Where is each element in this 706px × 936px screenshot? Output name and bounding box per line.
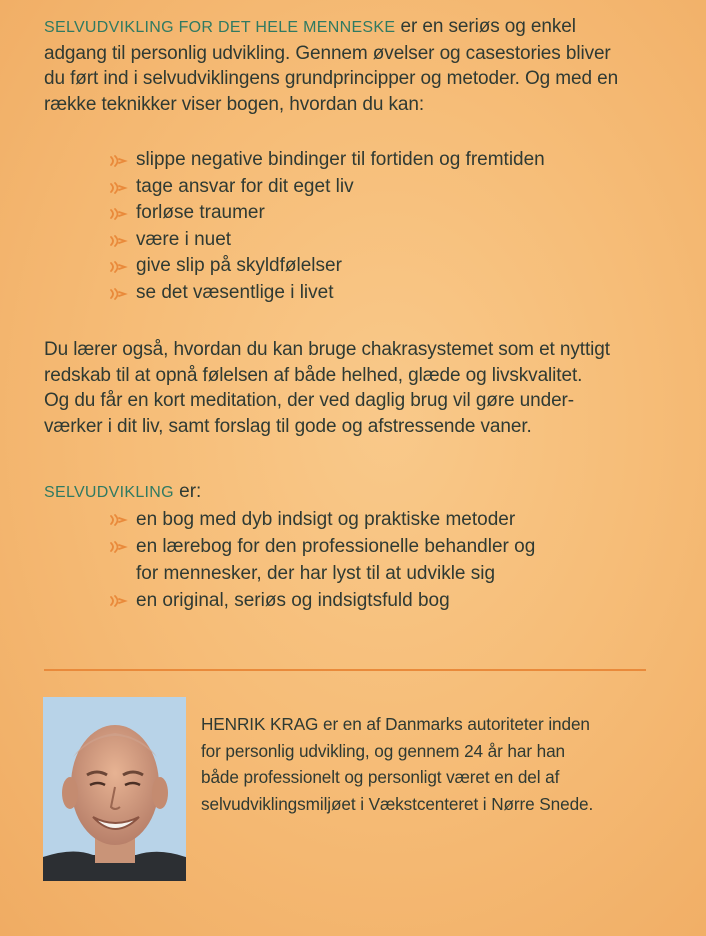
bio-line: både professionelt og personligt været en del af (201, 767, 560, 787)
summary-label (44, 481, 201, 503)
list-item-text: give slip på skyldfølelser (136, 255, 342, 276)
orange-arrow-icon (108, 506, 132, 532)
orange-arrow-icon (108, 280, 132, 306)
list-item-text: forløse traumer (136, 202, 265, 223)
paragraph-line: Du lærer også, hvordan du kan bruge chakrasystemet som et nyttigt (44, 339, 610, 360)
orange-arrow-icon (108, 253, 132, 279)
list-item-text: være i nuet (136, 228, 232, 250)
list-item (108, 253, 545, 280)
list-item (108, 280, 545, 307)
list-item-text: en lærebog for den professionelle behandler og (136, 536, 536, 557)
orange-arrow-icon (108, 227, 132, 253)
list-item (108, 506, 535, 533)
summary-label-rest: er: (173, 481, 202, 502)
bio-line: er en af Danmarks autoriteter inden (318, 714, 590, 734)
orange-arrow-icon (108, 147, 132, 173)
list-item-text: en original, seriøs og indsigtsfuld bog (136, 590, 450, 611)
list-item-text: slippe negative bindinger til fortiden og fremtiden (136, 149, 545, 170)
intro-line: række teknikker viser bogen, hvordan du kan: (44, 93, 425, 115)
list-item (108, 587, 535, 614)
paragraph-line: værker i dit liv, samt forslag til gode og afstressende vaner. (44, 415, 532, 437)
summary-list (108, 506, 535, 614)
list-item-text: for mennesker, der har lyst til at udvikle sig (136, 563, 496, 584)
book-title-caps: SELVUDVIKLING FOR DET HELE MENNESKE (44, 19, 396, 36)
book-title-caps: SELVUDVIKLING (44, 484, 174, 501)
intro-line: er en seriøs og enkel (395, 16, 576, 37)
list-item (108, 174, 545, 201)
author-photo (43, 697, 186, 881)
list-item-text: se det væsentlige i livet (136, 281, 334, 303)
list-item (108, 147, 545, 174)
bio-line: selvudviklingsmiljøet i Vækstcenteret i Nørre Snede. (201, 793, 594, 814)
list-item-text: en bog med dyb indsigt og praktiske metoder (136, 509, 516, 530)
author-portrait-image (43, 697, 186, 881)
list-item (108, 533, 535, 587)
intro-line: du ført ind i selvudviklingens grundprincipper og metoder. Og med en (44, 68, 619, 89)
list-item (108, 227, 545, 254)
list-item (108, 200, 545, 227)
divider (44, 669, 646, 671)
bio-line: for personlig udvikling, og gennem 24 år har han (201, 740, 566, 761)
intro-line: adgang til personlig udvikling. Gennem øvelser og casestories bliver (44, 42, 611, 64)
orange-arrow-icon (108, 587, 132, 613)
orange-arrow-icon (108, 533, 132, 559)
author-bio (201, 711, 671, 817)
paragraph-line: Og du får en kort meditation, der ved daglig brug vil gøre under- (44, 390, 575, 411)
orange-arrow-icon (108, 174, 132, 200)
benefits-list (108, 147, 545, 306)
list-item-text: tage ansvar for dit eget liv (136, 175, 354, 197)
orange-arrow-icon (108, 200, 132, 226)
paragraph-line: redskab til at opnå følelsen af både helhed, glæde og livskvalitet. (44, 364, 583, 386)
chakra-paragraph (44, 337, 684, 439)
author-name-caps: HENRIK KRAG (201, 714, 319, 734)
intro-paragraph (44, 14, 684, 117)
